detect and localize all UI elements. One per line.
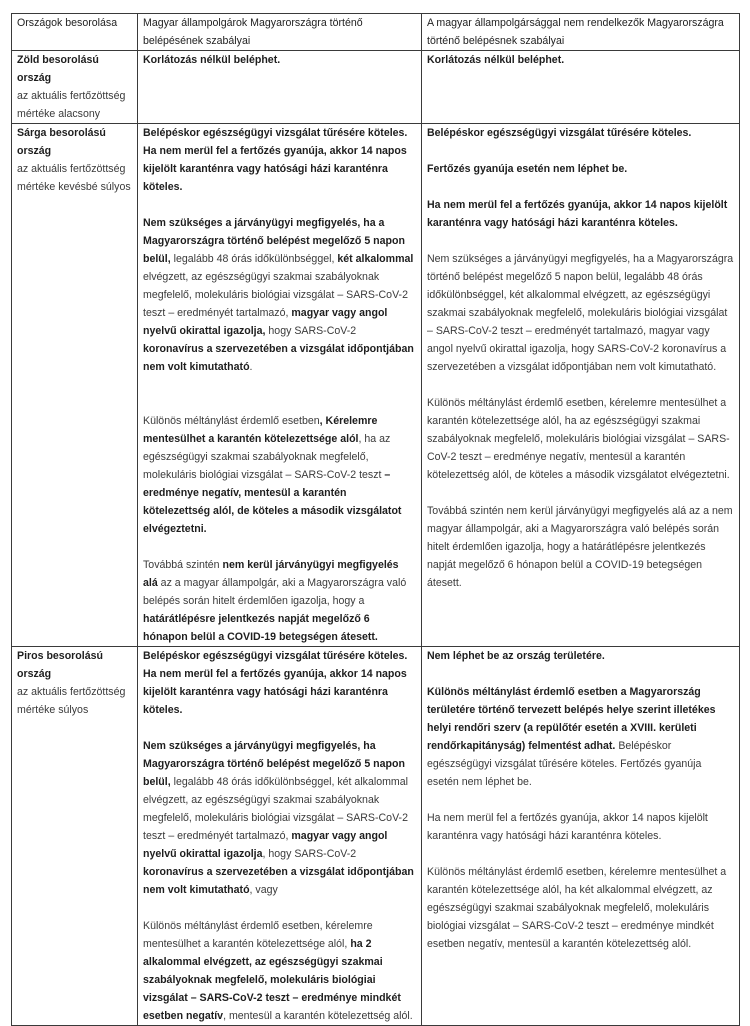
rule-text-bold: Nem szükséges a járványügyi megfigyelés, ha a Magyarországra történő belépést megelőző 5 napon belül,: [143, 217, 405, 265]
category-description: az aktuális fertőzöttség mértéke súlyos: [17, 686, 126, 716]
rule-text: Korlátozás nélkül beléphet.: [427, 54, 565, 66]
category-cell-red: [12, 647, 138, 1026]
table-row-green: [12, 51, 740, 124]
header-country-classification: Országok besorolása: [12, 14, 138, 51]
rule-text-bold: magyar vagy angol nyelvű okirattal igazolja: [143, 830, 388, 860]
citizens-rules-green: [138, 51, 422, 124]
rule-paragraph: [143, 214, 416, 376]
category-name: Piros besorolású ország: [17, 650, 103, 680]
entry-rules-table: [11, 13, 740, 1026]
rule-text-bold: koronavírus a szervezetében a vizsgálat időpontjában nem volt kimutatható: [143, 866, 414, 896]
rule-paragraph: Belépéskor egészségügyi vizsgálat tűrésére köteles. Ha nem merül fel a fertőzés gyanúja, akkor 14 napos kijelölt karanténra vagy hatósági házi karanténra köteles.: [143, 127, 408, 193]
header-non-citizens: A magyar állampolgársággal nem rendelkezők Magyarországra történő belépésnek szabályai: [422, 14, 740, 51]
rule-text-bold: Nem szükséges a járványügyi megfigyelés, ha Magyarországra történő belépést megelőző 5 napon belül,: [143, 740, 405, 788]
rule-text: , hogy SARS-CoV-2: [262, 848, 357, 860]
table-row-red: [12, 647, 740, 1026]
rule-text: elvégzett, az egészségügyi szakmai szabályoknak megfelelő, molekuláris biológiai vizsgálat – SARS-CoV-2 teszt – eredményét tartalmazó,: [143, 271, 408, 319]
rule-paragraph: Ha nem merül fel a fertőzés gyanúja, akkor 14 napos kijelölt karanténra vagy hatósági házi karanténra köteles.: [427, 812, 708, 842]
rule-text: , vagy: [249, 884, 278, 896]
category-description: az aktuális fertőzöttség mértéke kevésbé súlyos: [17, 163, 131, 193]
rule-paragraph: Ha nem merül fel a fertőzés gyanúja, akkor 14 napos kijelölt karanténra vagy hatósági házi karanténra köteles.: [427, 199, 728, 229]
rule-text: Továbbá szintén: [143, 559, 223, 571]
category-name: Zöld besorolású ország: [17, 54, 99, 84]
rule-text: , mentesül a karantén kötelezettség alól.: [223, 1010, 413, 1022]
rule-text-bold: nem kerül járványügyi megfigyelés alá: [143, 559, 399, 589]
citizens-rules-red: [138, 647, 422, 1026]
foreigners-rules-yellow: [422, 124, 740, 647]
foreigners-rules-red: [422, 647, 740, 1026]
rule-paragraph: Belépéskor egészségügyi vizsgálat tűrésére köteles.: [427, 127, 692, 139]
header-hungarian-citizens: Magyar állampolgárok Magyarországra történő belépésének szabályai: [138, 14, 422, 51]
rule-paragraph: Nem léphet be az ország területére.: [427, 650, 605, 662]
citizens-rules-yellow: [138, 124, 422, 647]
rule-text-bold: , Kérelemre mentesülhet a karantén kötelezettsége alól: [143, 415, 378, 445]
rule-paragraph: Továbbá szintén nem kerül járványügyi megfigyelés alá az a nem magyar állampolgár, aki a Magyarországra való belépés során hitelt érdemlően igazolja, hogy a határátlépésre jelentkezés napját megelőző 6 hónapon belül a COVID-19 betegségen átesett.: [427, 505, 733, 589]
rule-paragraph: [143, 917, 416, 1025]
rule-text: Különös méltánylást érdemlő esetben, kérelemre mentesülhet a karantén kötelezettsége alól,: [143, 920, 373, 950]
rule-text: legalább 48 órás időkülönbséggel, két alkalommal elvégzett, az egészségügyi szakmai szabályoknak megfelelő, molekuláris biológiai vizsgálat – SARS-CoV-2 teszt – eredményét tartalmazó,: [143, 776, 409, 842]
category-cell-green: [12, 51, 138, 124]
category-cell-yellow: [12, 124, 138, 647]
rule-paragraph: [143, 556, 416, 646]
rule-text-bold: két alkalommal: [337, 253, 414, 265]
rule-paragraph: [427, 683, 734, 791]
category-name: Sárga besorolású ország: [17, 127, 106, 157]
rule-text-bold: magyar vagy angol nyelvű okirattal igazolja,: [143, 307, 388, 337]
rule-text: az a magyar állampolgár, aki a Magyarországra való belépés során hitelt érdemlően igazolja, hogy a: [143, 577, 407, 607]
rule-text-bold: koronavírus a szervezetében a vizsgálat időpontjában nem volt kimutatható: [143, 343, 414, 373]
rule-text: , ha az egészségügyi szakmai szabályoknak megfelelő, molekuláris biológiai vizsgálat – SARS-CoV-2 teszt: [143, 433, 391, 481]
rule-text: hogy SARS-CoV-2: [265, 325, 357, 337]
rule-text: Különös méltánylást érdemlő esetben: [143, 415, 320, 427]
rule-text-bold: Különös méltánylást érdemlő esetben a Magyarország területére történő tervezett belépés helye szerint illetékes helyi rendőri szerv (a repülőtér esetén a XVIII. kerületi rendőrkapitányság) felmentést adhat.: [427, 686, 716, 752]
rule-text: Belépéskor egészségügyi vizsgálat tűrésére köteles. Fertőzés gyanúja esetén nem léphet be.: [427, 740, 702, 788]
table-row-yellow: [12, 124, 740, 647]
rule-paragraph: Nem szükséges a járványügyi megfigyelés, ha a Magyarországra történő belépést megelőző 5 napon belül, legalább 48 órás időkülönbséggel, két alkalommal elvégzett, az egészségügyi szakmai szabályoknak megfelelő, molekuláris biológiai vizsgálat – SARS-CoV-2 teszt – eredményét tartalmazó, magyar vagy angol nyelvű okirattal igazolja, hogy SARS-CoV-2 koronavírus a szervezetében a vizsgálat időpontjában nem volt kimutatható.: [427, 253, 734, 373]
rule-text-bold: – eredménye negatív, mentesül a karantén kötelezettség alól, de köteles a második vizsgálatot elvégeztetni.: [143, 469, 402, 535]
rule-paragraph: Különös méltánylást érdemlő esetben, kérelemre mentesülhet a karantén kötelezettsége alól, ha az egészségügyi szakmai szabályoknak megfelelő, molekuláris biológiai vizsgálat – SARS-CoV-2 teszt – eredménye negatív, mentesül a karantén kötelezettség alól, de köteles a második vizsgálatot elvégeztetni.: [427, 397, 730, 481]
rule-text: legalább 48 órás időkülönbséggel,: [170, 253, 338, 265]
rule-text-bold: határátlépésre jelentkezés napját megelőző 6 hónapon belül a COVID-19 betegségen átesett.: [143, 613, 378, 643]
rule-text: Korlátozás nélkül beléphet.: [143, 54, 281, 66]
rule-paragraph: Fertőzés gyanúja esetén nem léphet be.: [427, 163, 628, 175]
rule-paragraph: [143, 412, 416, 538]
rule-text: .: [249, 361, 253, 373]
rule-text-bold: ha 2 alkalommal elvégzett, az egészségügyi szakmai szabályoknak megfelelő, molekuláris biológiai vizsgálat – SARS-CoV-2 teszt – eredménye mindkét esetben negatív: [143, 938, 401, 1022]
rule-paragraph: Belépéskor egészségügyi vizsgálat tűrésére köteles. Ha nem merül fel a fertőzés gyanúja, akkor 14 napos kijelölt karanténra vagy hatósági házi karanténra köteles.: [143, 650, 408, 716]
category-description: az aktuális fertőzöttség mértéke alacsony: [17, 90, 126, 120]
rule-paragraph: [143, 737, 416, 899]
table-header-row: [12, 14, 740, 51]
rule-paragraph: Különös méltánylást érdemlő esetben, kérelemre mentesülhet a karantén kötelezettsége alól, ha két alkalommal elvégzett, az egészségügyi szakmai szabályoknak megfelelő, molekuláris biológiai vizsgálat – SARS-CoV-2 teszt – eredménye mindkét esetben negatív, mentesül a karantén kötelezettség alól.: [427, 866, 727, 950]
foreigners-rules-green: [422, 51, 740, 124]
